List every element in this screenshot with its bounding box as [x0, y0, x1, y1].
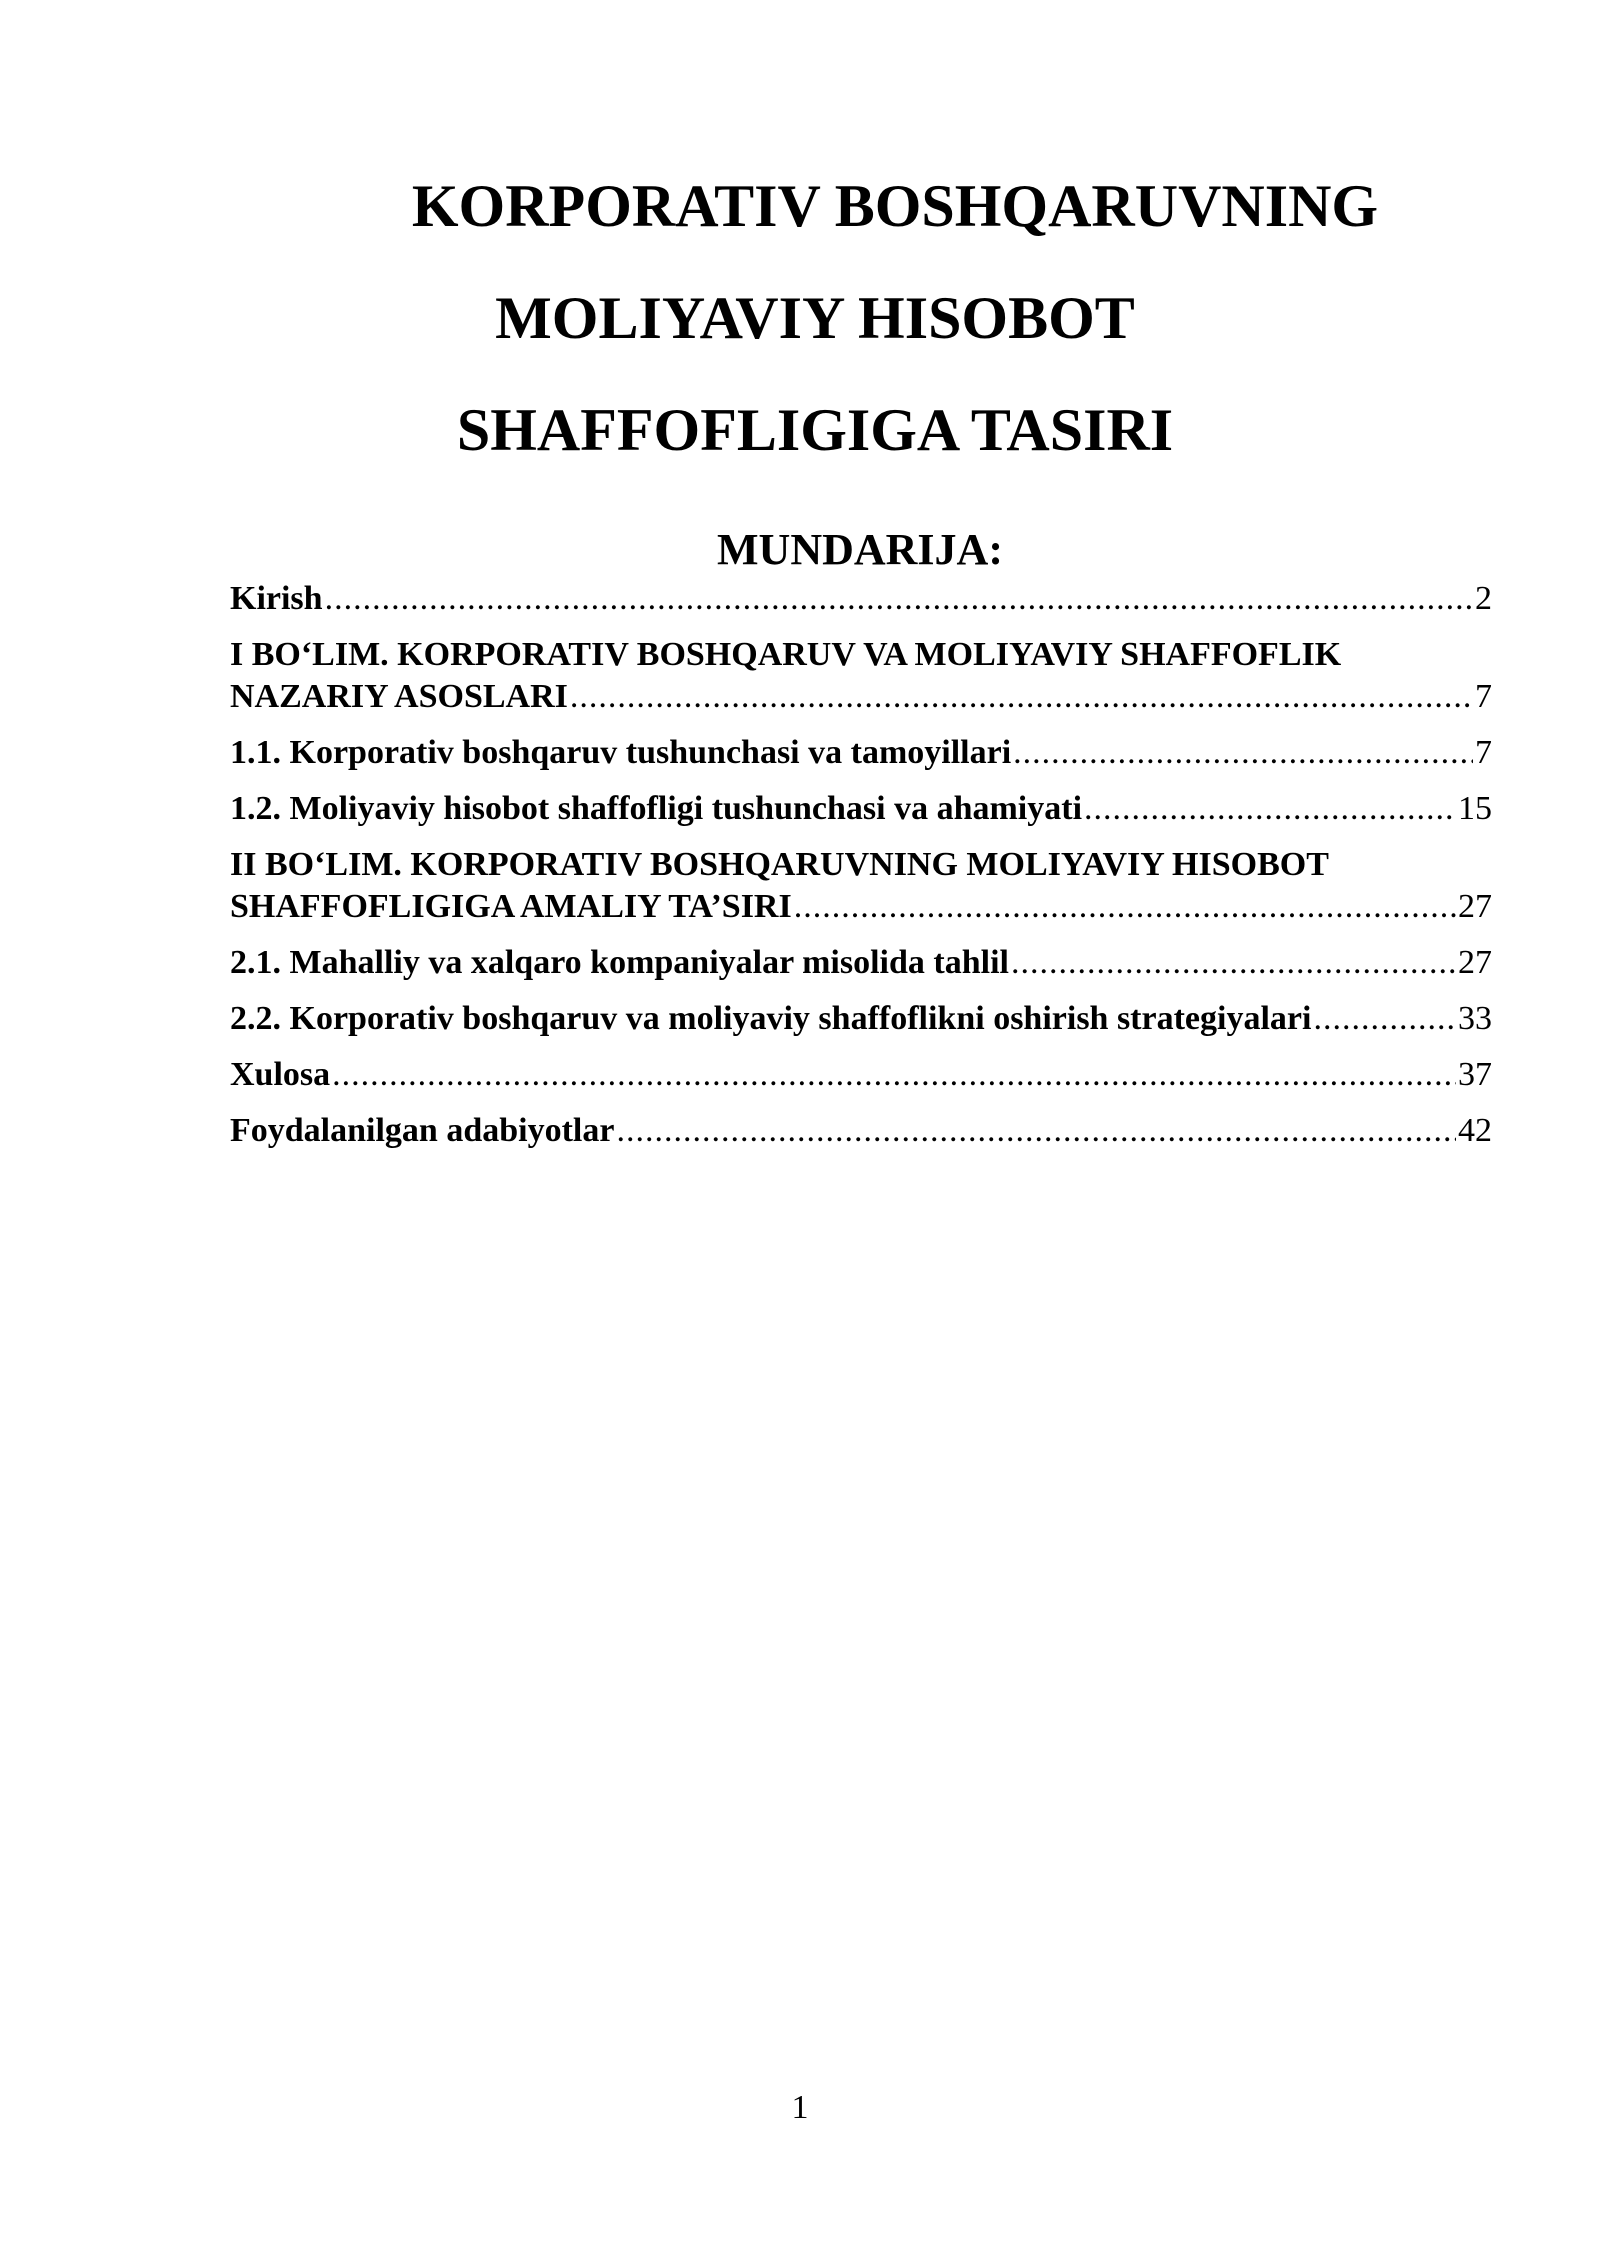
toc-leader-dots: [1013, 732, 1473, 774]
toc-page-number: 7: [1475, 678, 1492, 715]
toc-page-number: 15: [1458, 790, 1492, 827]
toc-entry-label: 1.1. Korporativ boshqaruv tushunchasi va tamoyillari: [230, 734, 1012, 771]
toc-entry-label: SHAFFOFLIGIGA AMALIY TA’SIRI: [230, 888, 792, 925]
toc-entry-2-1[interactable]: [230, 942, 1492, 984]
toc-leader-dots: [570, 676, 1473, 718]
toc-entry-section-1[interactable]: [230, 634, 1492, 718]
title-line-2: MOLIYAVIY HISOBOT: [495, 285, 1135, 351]
toc-entry-1-1[interactable]: [230, 732, 1492, 774]
toc-entry-label-line-1: II BO‘LIM. KORPORATIV BOSHQARUVNING MOLIYAVIY HISOBOT: [230, 846, 1329, 883]
title-line-3: SHAFFOFLIGIGA TASIRI: [456, 397, 1174, 463]
toc-page-number: 42: [1458, 1112, 1492, 1149]
toc-entry-xulosa[interactable]: [230, 1054, 1492, 1096]
toc-leader-dots: [1313, 998, 1456, 1040]
toc-page-number: 27: [1458, 944, 1492, 981]
toc-leader-dots: [1011, 942, 1456, 984]
toc-entry-label-line-1: I BO‘LIM. KORPORATIV BOSHQARUV VA MOLIYAVIY SHAFFOFLIK: [230, 636, 1342, 673]
toc-entry-references[interactable]: [230, 1110, 1492, 1152]
toc-entry-label: Kirish: [230, 580, 323, 617]
toc-entry-kirish[interactable]: [230, 578, 1492, 620]
toc-leader-dots: [1084, 788, 1456, 830]
toc-leader-dots: [794, 886, 1456, 928]
toc-entry-label: NAZARIY ASOSLARI: [230, 678, 568, 715]
toc-page-number: 7: [1475, 734, 1492, 771]
title-line-1: KORPORATIV BOSHQARUVNING: [411, 173, 1379, 239]
toc-page-number: 33: [1458, 1000, 1492, 1037]
table-of-contents: [230, 578, 1492, 1166]
toc-entry-label: 1.2. Moliyaviy hisobot shaffofligi tushunchasi va ahamiyati: [230, 790, 1083, 827]
toc-entry-section-2[interactable]: [230, 844, 1492, 928]
toc-leader-dots: [325, 578, 1473, 620]
toc-page-number: 2: [1475, 580, 1492, 617]
toc-entry-label: 2.1. Mahalliy va xalqaro kompaniyalar misolida tahlil: [230, 944, 1009, 981]
toc-entry-label: Xulosa: [230, 1056, 331, 1093]
toc-leader-dots: [616, 1110, 1456, 1152]
document-title: [380, 150, 1380, 486]
toc-page-number: 37: [1458, 1056, 1492, 1093]
toc-entry-label: 2.2. Korporativ boshqaruv va moliyaviy shaffoflikni oshirish strategiyalari: [230, 1000, 1312, 1037]
toc-entry-2-2[interactable]: [230, 998, 1492, 1040]
toc-entry-1-2[interactable]: [230, 788, 1492, 830]
toc-leader-dots: [332, 1054, 1456, 1096]
toc-page-number: 27: [1458, 888, 1492, 925]
page-number: 1: [791, 2089, 809, 2126]
toc-heading: MUNDARIJA:: [717, 525, 1003, 574]
toc-entry-label: Foydalanilgan adabiyotlar: [230, 1112, 615, 1149]
